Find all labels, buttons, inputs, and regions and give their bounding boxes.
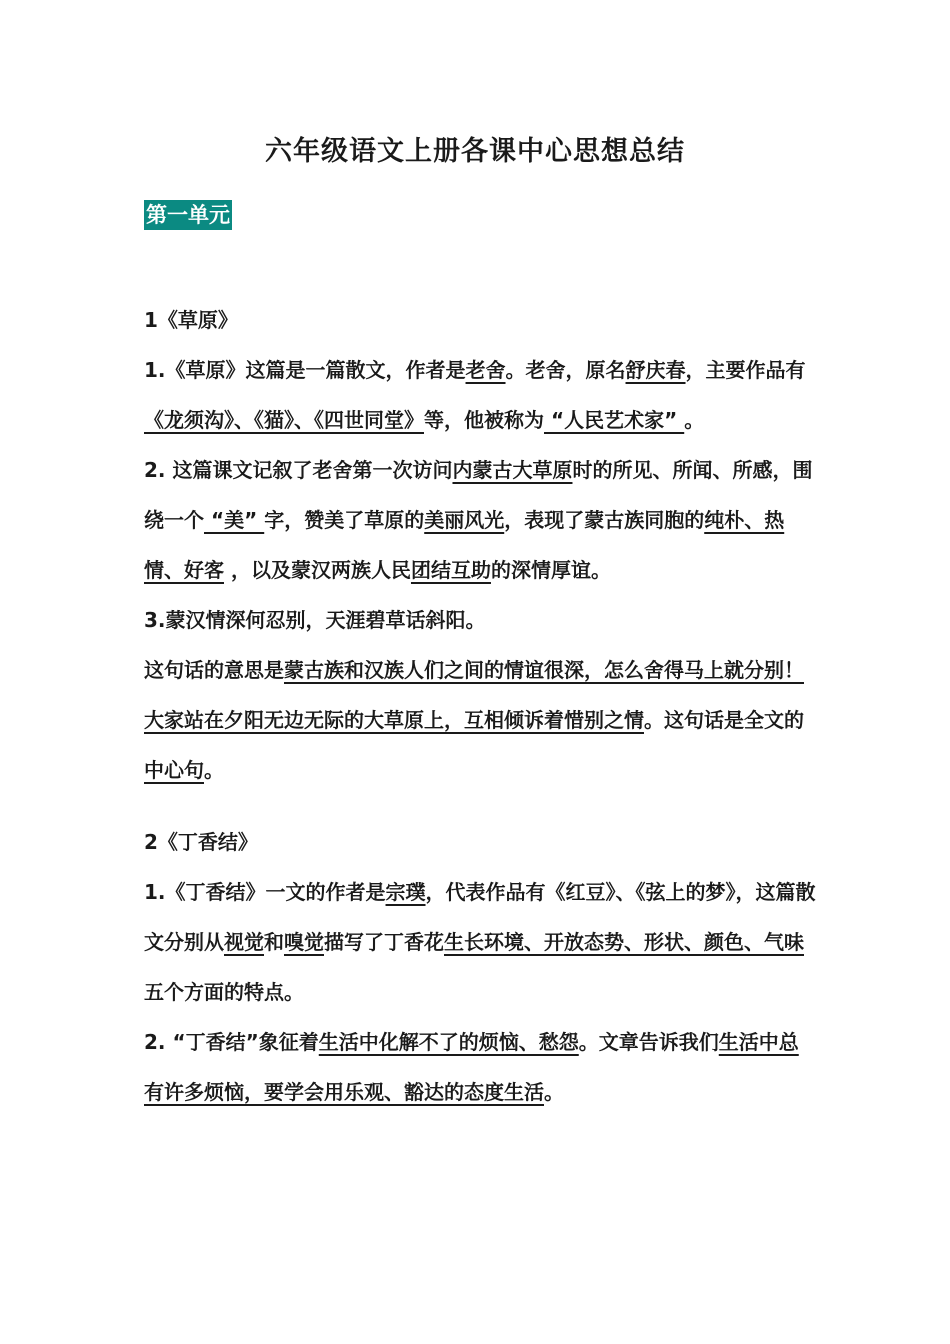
underlined-key-phrase: 老舍 [465,358,506,382]
lesson-paragraph [144,1017,816,1117]
paragraph-text: 。 [204,758,224,782]
paragraph-text: 。老舍，原名 [505,358,626,382]
document-title: 六年级语文上册各课中心思想总结 [265,136,685,167]
underlined-key-phrase: 视觉 [224,930,264,954]
paragraph-text: 和 [264,930,284,954]
paragraph-text: 2. 这篇课文记叙了老舍第一次访问 [144,458,453,482]
unit-label-badge: 第一单元 [144,200,232,230]
underlined-key-phrase: 纯朴、热情、好客 [144,508,785,582]
underlined-key-phrase: 中心句 [144,758,204,782]
paragraph-text: ，以及蒙汉两族人民 [224,558,411,582]
paragraph-text: 。文章告诉我们 [578,1030,719,1054]
underlined-key-phrase: 蒙古族和汉族人们之间的情谊很深，怎么舍得马上就分别！大家站在夕阳无边无际的大草原上，互相倾诉着惜别之情 [144,658,804,732]
paragraph-text: 的深情厚谊。 [490,558,611,582]
paragraph-text: 字，赞美了草原的 [264,508,425,532]
paragraph-text: 五个方面的特点。 [144,980,304,1004]
lesson-paragraph [144,345,816,445]
underlined-key-phrase: “人民艺术家” [544,408,685,432]
paragraph-text: 。这句话是全文的 [644,708,804,732]
lesson-heading: 2《丁香结》 [144,830,258,854]
underlined-key-phrase: 宗璞 [385,880,426,904]
paragraph-text: 时的所见、所闻、所感，围绕一个 [144,458,813,532]
section-spacer [144,795,816,817]
paragraph-text: 。 [544,1080,564,1104]
underlined-key-phrase: 嗅觉 [284,930,324,954]
paragraph-text: 1.《草原》这篇是一篇散文，作者是 [144,358,466,382]
paragraph-text: ，表现了蒙古族同胞的 [504,508,705,532]
underlined-key-phrase: 团结互助 [410,558,491,582]
underlined-key-phrase: 生活中化解不了的烦恼、愁怨 [318,1030,579,1054]
underlined-key-phrase: 《龙须沟》、《猫》、《四世同堂》 [144,408,424,432]
underlined-key-phrase: “美” [204,508,265,532]
paragraph-text: 1.《丁香结》一文的作者是 [144,880,386,904]
lesson-paragraph [144,867,816,1017]
underlined-key-phrase: 内蒙古大草原 [452,458,573,482]
document-body [144,295,816,1117]
lesson-paragraph [144,445,816,595]
paragraph-text: 这句话的意思是 [144,658,284,682]
paragraph-text: 等，他被称为 [424,408,544,432]
paragraph-text: 描写了丁香花 [324,930,444,954]
underlined-key-phrase: 舒庆春 [625,358,686,382]
lesson-paragraph [144,645,816,795]
paragraph-text: ，代表作品有《红豆》、《弦上的梦》，这篇散文分别从 [144,880,816,954]
underlined-key-phrase: 生活中总有许多烦恼，要学会用乐观、豁达的态度生活 [144,1030,799,1104]
paragraph-text: 2. “丁香结”象征着 [144,1030,319,1054]
underlined-key-phrase: 美丽风光 [424,508,505,532]
paragraph-text: 。 [684,408,705,432]
lesson-paragraph: 3.蒙汉情深何忍别，天涯碧草话斜阳。 [144,608,486,632]
paragraph-text: ，主要作品有 [685,358,806,382]
underlined-key-phrase: 生长环境、开放态势、形状、颜色、气味 [444,930,804,954]
lesson-heading: 1《草原》 [144,308,238,332]
